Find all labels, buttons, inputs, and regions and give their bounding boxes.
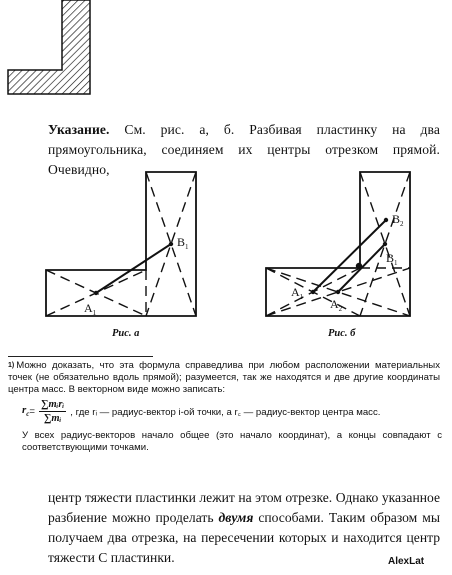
label-a2: $A_2$ [330, 297, 343, 313]
point-a1 [94, 291, 98, 295]
plate-outline [46, 172, 196, 316]
label-b2: $B_2$ [392, 212, 404, 228]
label-b1: $B_1$ [177, 235, 189, 251]
footnote-text-1: Можно доказать, что эта формула справедлива при любом расположении материальных точек (не обязательно вдоль прямой); разумеется, так же находятся и две другие координаты центра масс. В векторном виде можно записать: [8, 360, 440, 395]
conclusion-emph: двумя [218, 510, 254, 525]
hint-lead: Указание. [48, 122, 110, 137]
center-segment [96, 244, 171, 293]
point-b2 [384, 218, 388, 222]
conclusion-paragraph [48, 488, 440, 568]
hint-text: См. рис. а, б. Разбивая пластинку на два прямоугольника, соединяем их центры отрезком прямой. Очевидно, [48, 122, 440, 177]
formula-lhs: $r_c$ [22, 403, 30, 419]
footnote-text-2: У всех радиус-векторов начало общее (это начало координат), а концы совпадают с соответствующими точками. [22, 430, 442, 453]
label-a1: $A_1$ [84, 301, 97, 317]
figure-b [258, 168, 442, 340]
point-b1 [169, 242, 173, 246]
formula-denominator: ∑mᵢ [43, 412, 62, 424]
figure-a-caption: Рис. а [112, 328, 140, 339]
figure-b-caption: Рис. б [328, 328, 356, 339]
figure-a [40, 168, 220, 340]
center-point-c [356, 263, 362, 269]
footnote-rule [8, 356, 153, 357]
label-b1: $B_1$ [386, 251, 398, 267]
label-a1: $A_1$ [291, 285, 304, 301]
formula-eq: = [29, 405, 35, 417]
conclusion-part1: центр тяжести пластинки лежит на этом отрезке. Однако указанное разбиение можно проделать [48, 490, 440, 525]
point-a1 [311, 290, 315, 294]
top-plate-figure [0, 0, 120, 100]
conclusion-part2: способами. Таким образом мы получаем два отрезка, на пересечении которых и находится центр тяжести С пластинки. [48, 510, 440, 565]
formula-row [22, 396, 442, 426]
point-b1 [383, 242, 387, 246]
footnote-text [8, 360, 440, 396]
formula-fraction [39, 398, 66, 425]
plate-outline [266, 172, 410, 316]
point-a2 [336, 290, 340, 294]
watermark: AlexLat [388, 556, 425, 567]
formula-tail: , где rᵢ — радиус-вектор i-ой точки, а r꜀ — радиус-вектор центра масс. [70, 406, 381, 418]
footnote-mark: 1) [8, 362, 15, 369]
formula-numerator: ∑mᵢrᵢ [41, 398, 65, 410]
